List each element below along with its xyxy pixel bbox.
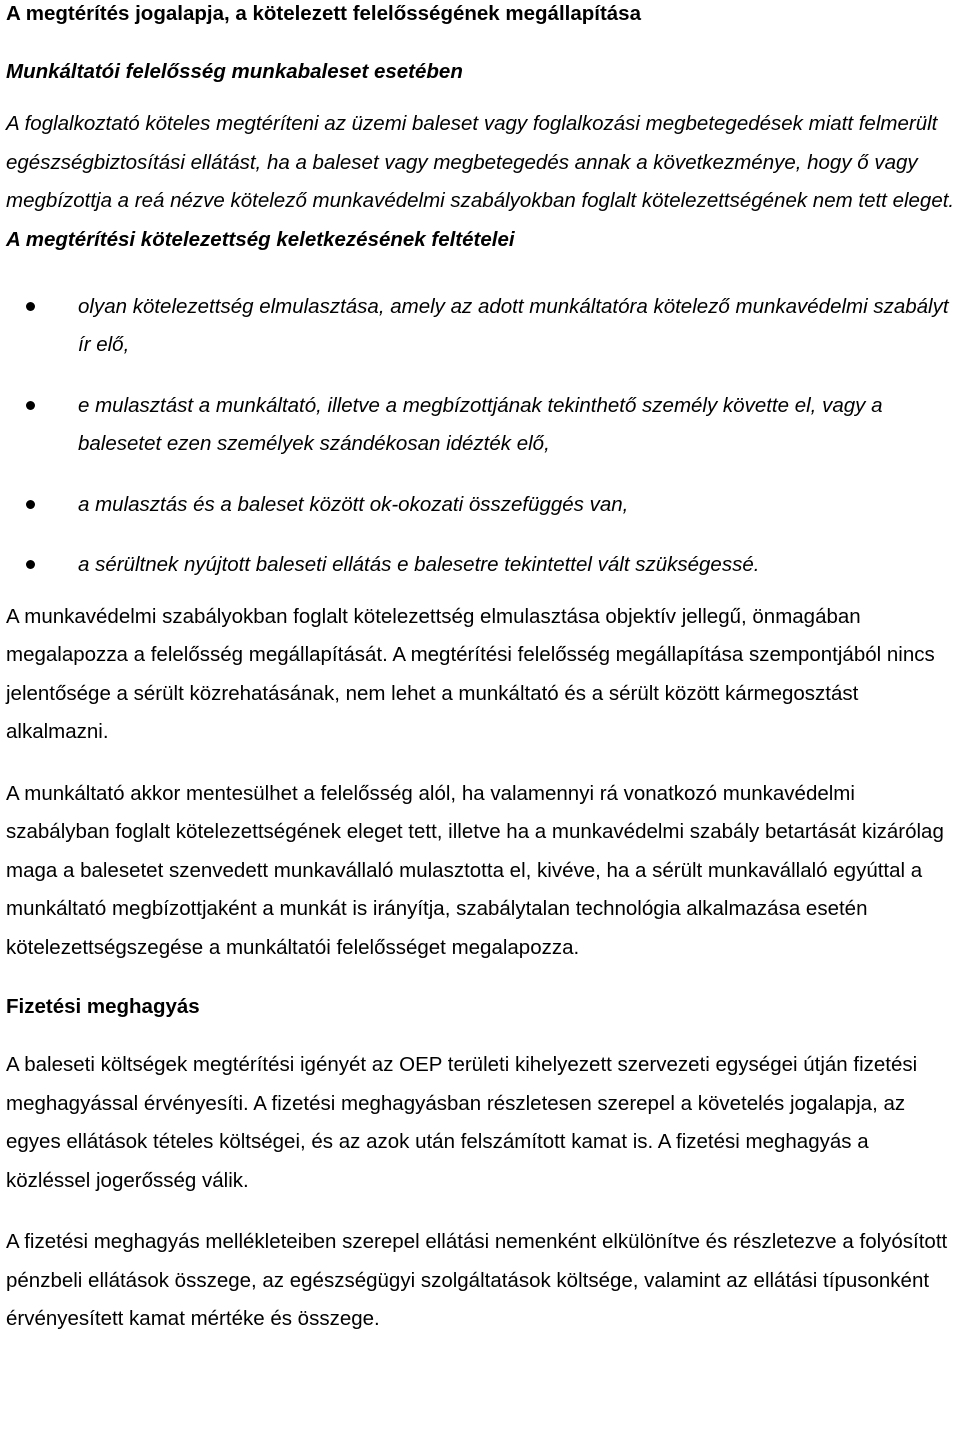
bullet-icon	[26, 500, 35, 509]
list-item-text: a sérültnek nyújtott baleseti ellátás e balesetre tekintettel vált szükségessé.	[78, 553, 760, 576]
list-item	[6, 546, 956, 585]
list-item	[6, 387, 956, 464]
section-subtitle: Munkáltatói felelősség munkabaleset esetében	[6, 60, 463, 83]
payment-order-heading: Fizetési meghagyás	[6, 995, 200, 1018]
objective-liability-paragraph: A munkavédelmi szabályokban foglalt kötelezettség elmulasztása objektív jellegű, önmagában megalapozza a felelősség megállapítását. A megtérítési felelősség megállapítása szempontjából nincs jelentősége a sérült közrehatásának, nem lehet a munkáltató és a sérült között kármegosztást alkalmazni.	[6, 604, 935, 743]
list-item-text: e mulasztást a munkáltató, illetve a megbízottjának tekinthető személy követte el, vagy a balesetet ezen személyek szándékosan idézték elő,	[78, 393, 883, 455]
bullet-icon	[26, 401, 35, 410]
document-page	[6, 0, 956, 1339]
document-title: A megtérítés jogalapja, a kötelezett felelősségének megállapítása	[6, 2, 641, 25]
intro-paragraph: A foglalkoztató köteles megtéríteni az üzemi baleset vagy foglalkozási megbetegedések miatt felmerült egészségbiztosítási ellátást, ha a baleset vagy megbetegedés annak a következménye, hogy ő vagy megbízottja a reá nézve kötelező munkavédelmi szabályokban foglalt kötelezettségének nem tett eleget.	[6, 112, 955, 212]
bullet-icon	[26, 302, 35, 311]
payment-order-paragraph-1: A baleseti költségek megtérítési igényét az OEP területi kihelyezett szervezeti egységei útján fizetési meghagyással érvényesíti. A fizetési meghagyásban részletesen szerepel a követelés jogalapja, az egyes ellátások tételes költségei, és az azok után felszámított kamat is. A fizetési meghagyás a közléssel jogerősség válik.	[6, 1053, 918, 1192]
list-item-text: olyan kötelezettség elmulasztása, amely az adott munkáltatóra kötelező munkavédelmi szabályt ír elő,	[78, 294, 949, 356]
list-item	[6, 288, 956, 365]
bullet-icon	[26, 560, 35, 569]
conditions-heading: A megtérítési kötelezettség keletkezésének feltételei	[6, 227, 515, 251]
exemption-paragraph: A munkáltató akkor mentesülhet a felelősség alól, ha valamennyi rá vonatkozó munkavédelmi szabályban foglalt kötelezettségének eleget tett, illetve ha a munkavédelmi szabály betartását kizárólag maga a balesetet szenvedett munkavállaló mulasztotta el, kivéve, ha a sérült munkavállaló egyúttal a munkáltató megbízottjaként a munkát is irányítja, szabálytalan technológia alkalmazása esetén kötelezettségszegése a munkáltatói felelősséget megalapozza.	[6, 781, 944, 959]
payment-order-paragraph-2: A fizetési meghagyás mellékleteiben szerepel ellátási nemenként elkülönítve és részletezve a folyósított pénzbeli ellátások összege, az egészségügyi szolgáltatások költsége, valamint az ellátási típusonként érvényesített kamat mértéke és összege.	[6, 1230, 948, 1330]
list-item-text: a mulasztás és a baleset között ok-okozati összefüggés van,	[78, 492, 629, 516]
list-item	[6, 486, 956, 525]
conditions-list	[6, 288, 956, 585]
